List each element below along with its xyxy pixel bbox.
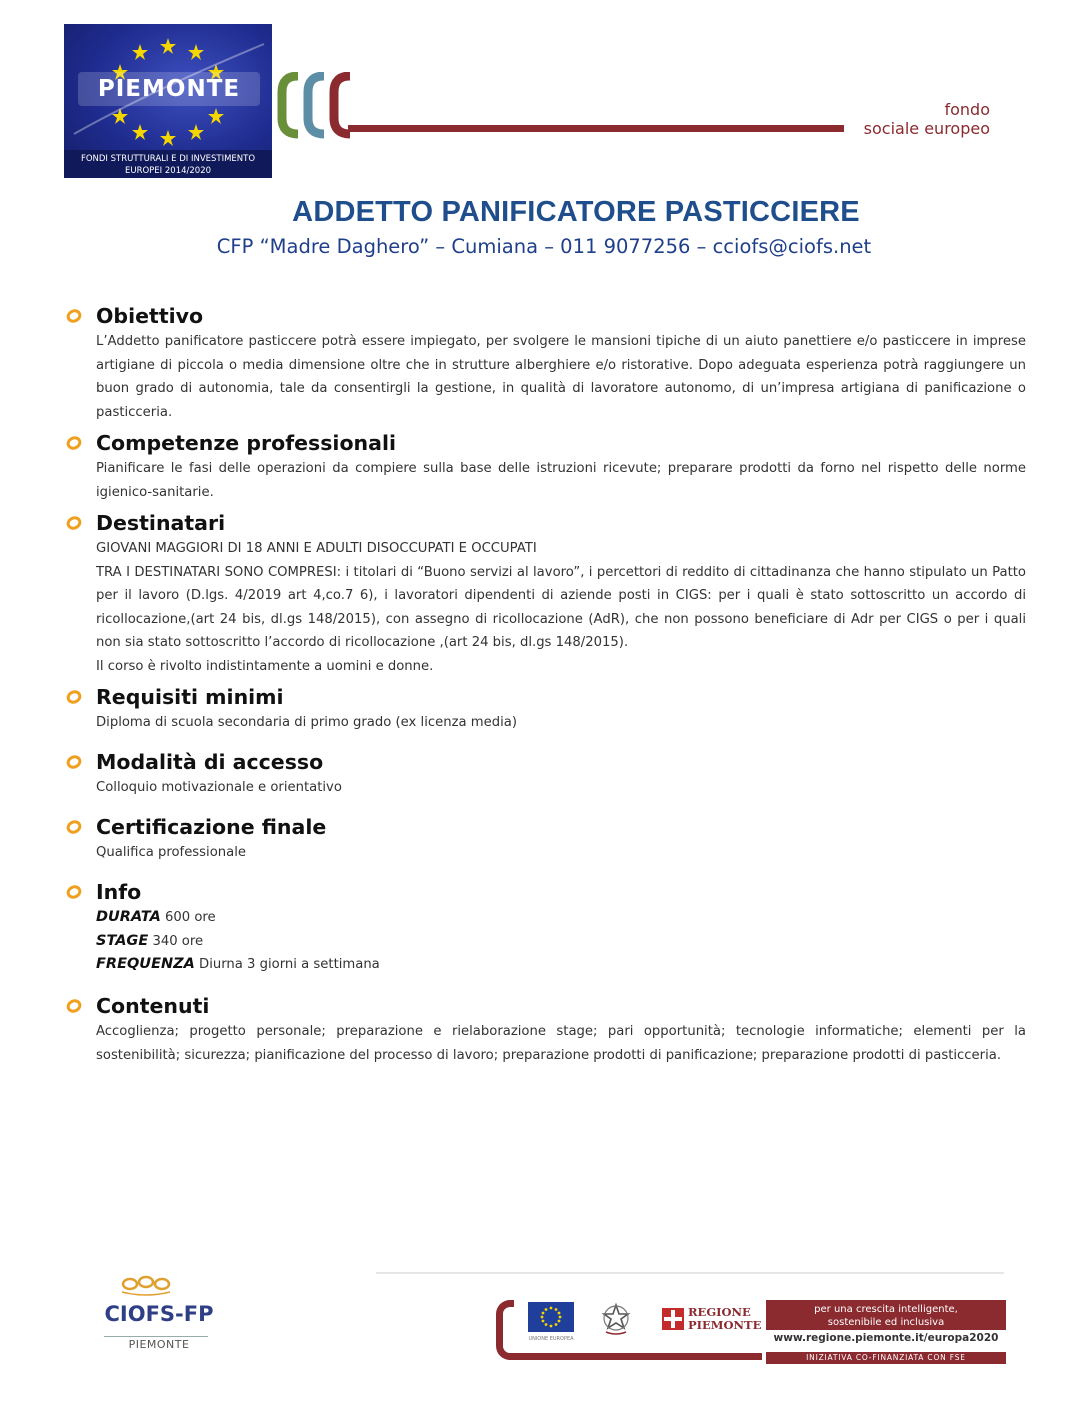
slogan-line1: per una crescita intelligente, [814,1304,958,1315]
page-subtitle [0,235,1088,258]
contenuti-text: Accoglienza; progetto personale; preparazione e rielaborazione stage; pari opportunità; tecnologie informatiche; elementi per la sostenibilità; sicurezza; pianificazione del processo di lavoro; preparazione prodotti di panificazione; preparazione prodotti di pasticceria. [96,1024,1026,1063]
destinatari-line1: GIOVANI MAGGIORI DI 18 ANNI E ADULTI DISOCCUPATI E OCCUPATI [96,541,537,556]
regione-flag-icon [662,1308,684,1330]
section-text [96,457,1026,504]
cofinancing-label: INIZIATIVA CO-FINANZIATA CON FSE [766,1352,1006,1364]
section-destinatari [66,509,1026,678]
section-title: Requisiti minimi [96,685,284,709]
page-title: ADDETTO PANIFICATORE PASTICCIERE [292,196,860,228]
footer-divider [376,1272,1004,1274]
ciofs-name: CIOFS-FP [104,1302,214,1326]
section-requisiti [66,683,1026,735]
section-text [96,776,1026,800]
certificazione-text: Qualifica professionale [96,845,246,860]
bullet-ring-icon [66,884,82,900]
section-info [66,878,1026,977]
competenze-text: Pianificare le fasi delle operazioni da compiere sulla base delle istruzioni ricevute; preparare prodotti da forno nel rispetto delle norme igienico-sanitarie. [96,461,1026,500]
regione-piemonte-logo [662,1305,762,1334]
info-frequenza [96,953,1026,977]
section-title: Competenze professionali [96,431,397,455]
section-text [96,711,1026,735]
stage-label: STAGE [96,932,149,949]
slogan-box [766,1300,1006,1330]
bullet-ring-icon [66,515,82,531]
piemonte-logo-subtitle [64,150,272,178]
europa2020-link[interactable]: www.regione.piemonte.it/europa2020 [773,1332,999,1344]
stage-value: 340 ore [148,933,204,949]
piemonte-logo [64,24,272,178]
obiettivo-text: L’Addetto panificatore pasticcere potrà essere impiegato, per svolgere le mansioni tipiche di un aiuto panettiere e/o pasticcere in imprese artigiane di piccola o media dimensione oltre che in strutture alberghiere e/o ristorative. Dopo adeguata esperienza potrà raggiungere un buon grado di autonomia, tale da consentirgli la gestione, in qualità di lavoratore autonomo, di un’impresa artigiana di panificazione o pasticceria. [96,334,1026,420]
eu-label: UNIONE EUROPEA [528,1336,574,1342]
destinatari-line3: Il corso è rivolto indistintamente a uomini e donne. [96,658,434,674]
section-modalita [66,748,1026,800]
section-text [96,906,1026,977]
italian-emblem-icon [600,1302,632,1336]
info-durata [96,906,1026,930]
modalita-text: Colloquio motivazionale e orientativo [96,780,342,795]
bullet-ring-icon [66,435,82,451]
frequenza-value: Diurna 3 giorni a settimana [194,957,380,972]
piemonte-subtitle-line2: EUROPEI 2014/2020 [124,166,212,176]
durata-label: DURATA [96,909,161,925]
regione-line1: REGIONE [688,1305,751,1319]
ciofs-logo [92,1272,222,1358]
section-title: Certificazione finale [96,815,327,839]
bullet-ring-icon [66,308,82,324]
eu-flag-icon [528,1302,574,1332]
section-text [96,330,1026,424]
section-title: Obiettivo [96,304,204,328]
funding-band [496,1298,1008,1364]
section-title: Modalità di accesso [96,750,324,774]
fse-line2: sociale europeo [863,119,990,138]
durata-value: 600 ore [160,910,216,925]
section-title: Destinatari [96,511,226,535]
section-text [96,841,1026,865]
contact-line: CFP “Madre Daghero” – Cumiana – 011 9077256 – cciofs@ciofs.net [216,235,872,258]
bullet-ring-icon [66,998,82,1014]
section-obiettivo [66,302,1026,424]
regione-wordmark [688,1306,761,1332]
piemonte-subtitle-line1: FONDI STRUTTURALI E DI INVESTIMENTO [80,154,256,164]
section-title: Contenuti [96,994,210,1018]
destinatari-line2: TRA I DESTINATARI SONO COMPRESI: i titolari di “Buono servizi al lavoro”, i percettori di reddito di cittadinanza che hanno stipulato un Patto per il lavoro (D.lgs. 4/2019 art 4,co.7 6), i lavoratori dipendenti di aziende posti in CIGS: per i quali è stato sottoscritto un accordo di ricollocazione,(art 24 bis, dl.gs 148/2015), con assegno di ricollocazione (AdR), che non possono beneficiare di Adr per CIGS o per i quali non sia stato sottoscritto l’accordo di ricollocazione ,(art 24 bis, dl.gs 148/2015). [96,564,1026,650]
bullet-ring-icon [66,754,82,770]
fse-wordmark [850,100,990,138]
section-text [96,537,1026,678]
slogan-line2: sostenibile ed inclusiva [827,1317,945,1328]
frequenza-label: FREQUENZA [96,956,195,972]
fse-line1: fondo [944,100,990,119]
ciofs-rings-icon [116,1272,176,1296]
ciofs-divider [104,1336,208,1337]
bullet-ring-icon [66,689,82,705]
piemonte-wordmark: PIEMONTE [78,72,260,106]
requisiti-text: Diploma di scuola secondaria di primo grado (ex licenza media) [96,715,518,730]
section-title: Info [96,880,142,904]
info-stage [96,930,1026,954]
section-certificazione [66,813,1026,865]
ciofs-region: PIEMONTE [128,1338,190,1351]
section-competenze [66,429,1026,504]
bullet-ring-icon [66,819,82,835]
footer-bracket-line [510,1353,762,1360]
regione-line2: PIEMONTE [688,1318,762,1332]
section-text [96,1020,1026,1067]
section-contenuti [66,992,1026,1067]
footer-bracket [496,1300,514,1360]
